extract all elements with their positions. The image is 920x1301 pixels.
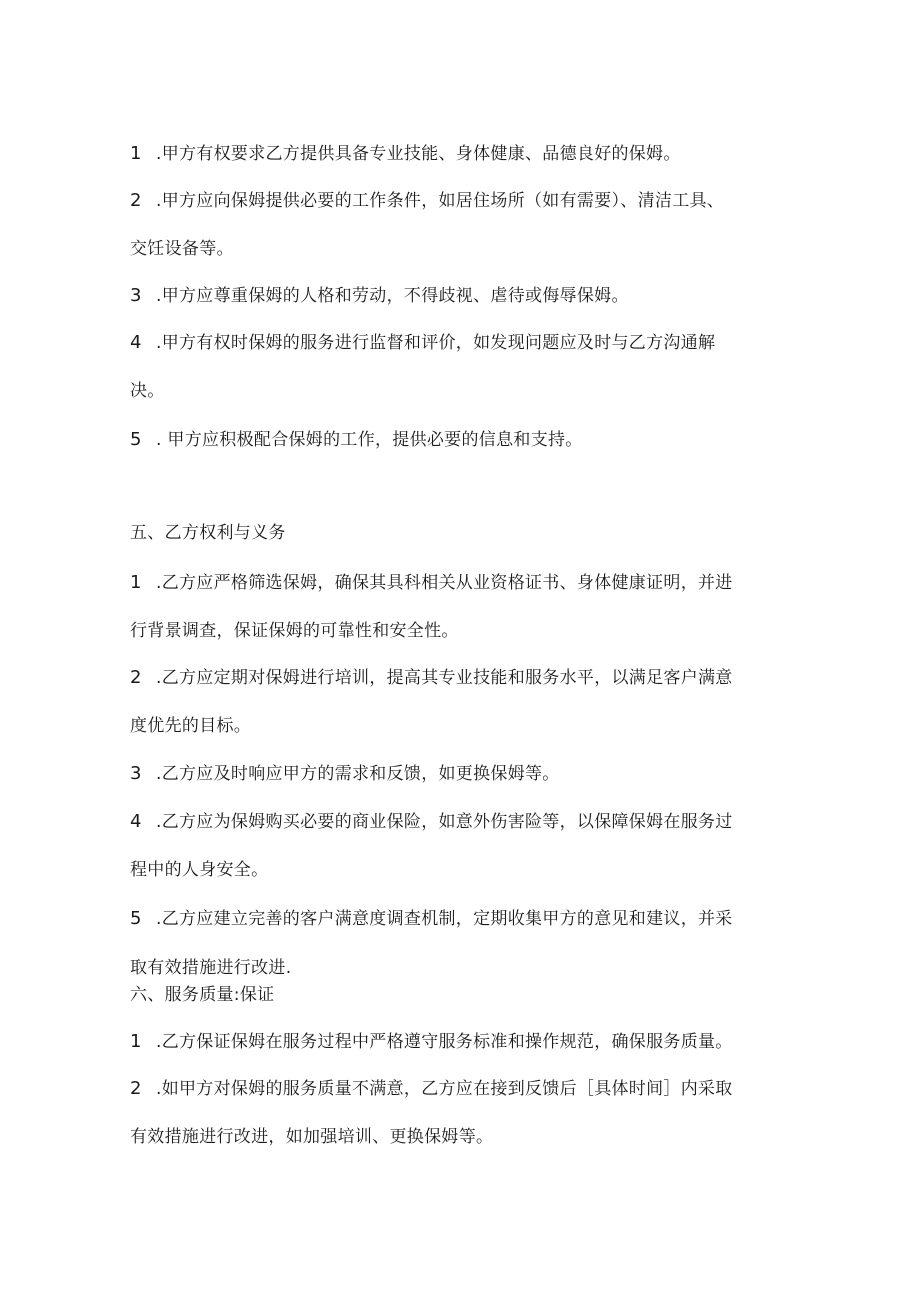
section6-item-2-line2: 有效措施进行改进，如加强培训、更换保姆等。 [130, 1127, 494, 1147]
item-number: 3 [130, 285, 142, 306]
item-text: .甲方有权时保姆的服务进行监督和评价，如发现问题应及时与乙方沟通解 [156, 333, 716, 353]
item-text: .乙方应严格筛选保姆，确保其具科相关从业资格证书、身体健康证明，并进 [156, 573, 733, 593]
item-number: 3 [130, 763, 142, 784]
section4-item-3-line1 [130, 284, 629, 308]
item-text: .乙方应定期对保姆进行培训，提高其专业技能和服务水平，以满足客户满意 [156, 668, 733, 688]
item-number: 2 [130, 1078, 142, 1099]
section5-item-1-line2: 行背景调查，保证保姆的可靠性和安全性。 [130, 621, 459, 641]
item-number: 1 [130, 1031, 142, 1052]
item-text: .甲方应尊重保姆的人格和劳动，不得歧视、虐待或侮辱保姆。 [156, 286, 629, 306]
section4-item-2-line1 [130, 189, 724, 213]
section4-item-1-line1 [130, 142, 681, 166]
section5-item-1-line1 [130, 571, 733, 595]
section5-item-4-line1 [130, 810, 733, 834]
item-number: 4 [130, 332, 142, 353]
item-text: .甲方应向保姆提供必要的工作条件，如居住场所（如有需要）、清洁工具、 [156, 191, 725, 211]
section4-item-5-line1 [130, 428, 583, 452]
item-number: 4 [130, 811, 142, 832]
item-text: .乙方应为保姆购买必要的商业保险，如意外伤害险等，以保障保姆在服务过 [156, 812, 733, 832]
section6-heading: 六、服务质量:保证 [130, 985, 275, 1005]
section4-item-2-line2: 交饪设备等。 [130, 239, 234, 259]
item-text: .乙方应建立完善的客户满意度调查机制，定期收集甲方的意见和建议，并采 [156, 909, 733, 929]
section5-item-2-line2: 度优先的目标。 [130, 716, 252, 736]
item-text: .乙方应及时响应甲方的需求和反馈，如更换保姆等。 [156, 764, 560, 784]
section5-item-5-line2: 取有效措施进行改进. [130, 958, 292, 978]
item-number: 1 [130, 143, 142, 164]
section4-item-4-line1 [130, 331, 715, 355]
item-text: . 甲方应积极配合保姆的工作，提供必要的信息和支持。 [156, 430, 583, 450]
item-text: .如甲方对保姆的服务质量不满意，乙方应在接到反馈后［具体时间］内采取 [156, 1079, 733, 1099]
section5-item-5-line1 [130, 907, 733, 931]
section5-heading: 五、乙方权利与义务 [130, 523, 286, 543]
item-number: 2 [130, 190, 142, 211]
section5-item-2-line1 [130, 666, 733, 690]
section6-item-1-line1 [130, 1030, 733, 1054]
item-number: 2 [130, 667, 142, 688]
section5-item-4-line2: 程中的人身安全。 [130, 860, 269, 880]
item-number: 5 [130, 429, 142, 450]
section5-item-3-line1 [130, 762, 560, 786]
item-number: 1 [130, 572, 142, 593]
item-text: .乙方保证保姆在服务过程中严格遵守服务标准和操作规范，确保服务质量。 [156, 1032, 733, 1052]
item-text: .甲方有权要求乙方提供具备专业技能、身体健康、品德良好的保姆。 [156, 144, 681, 164]
section4-item-4-line2: 决。 [130, 381, 165, 401]
item-number: 5 [130, 908, 142, 929]
section6-item-2-line1 [130, 1077, 733, 1101]
